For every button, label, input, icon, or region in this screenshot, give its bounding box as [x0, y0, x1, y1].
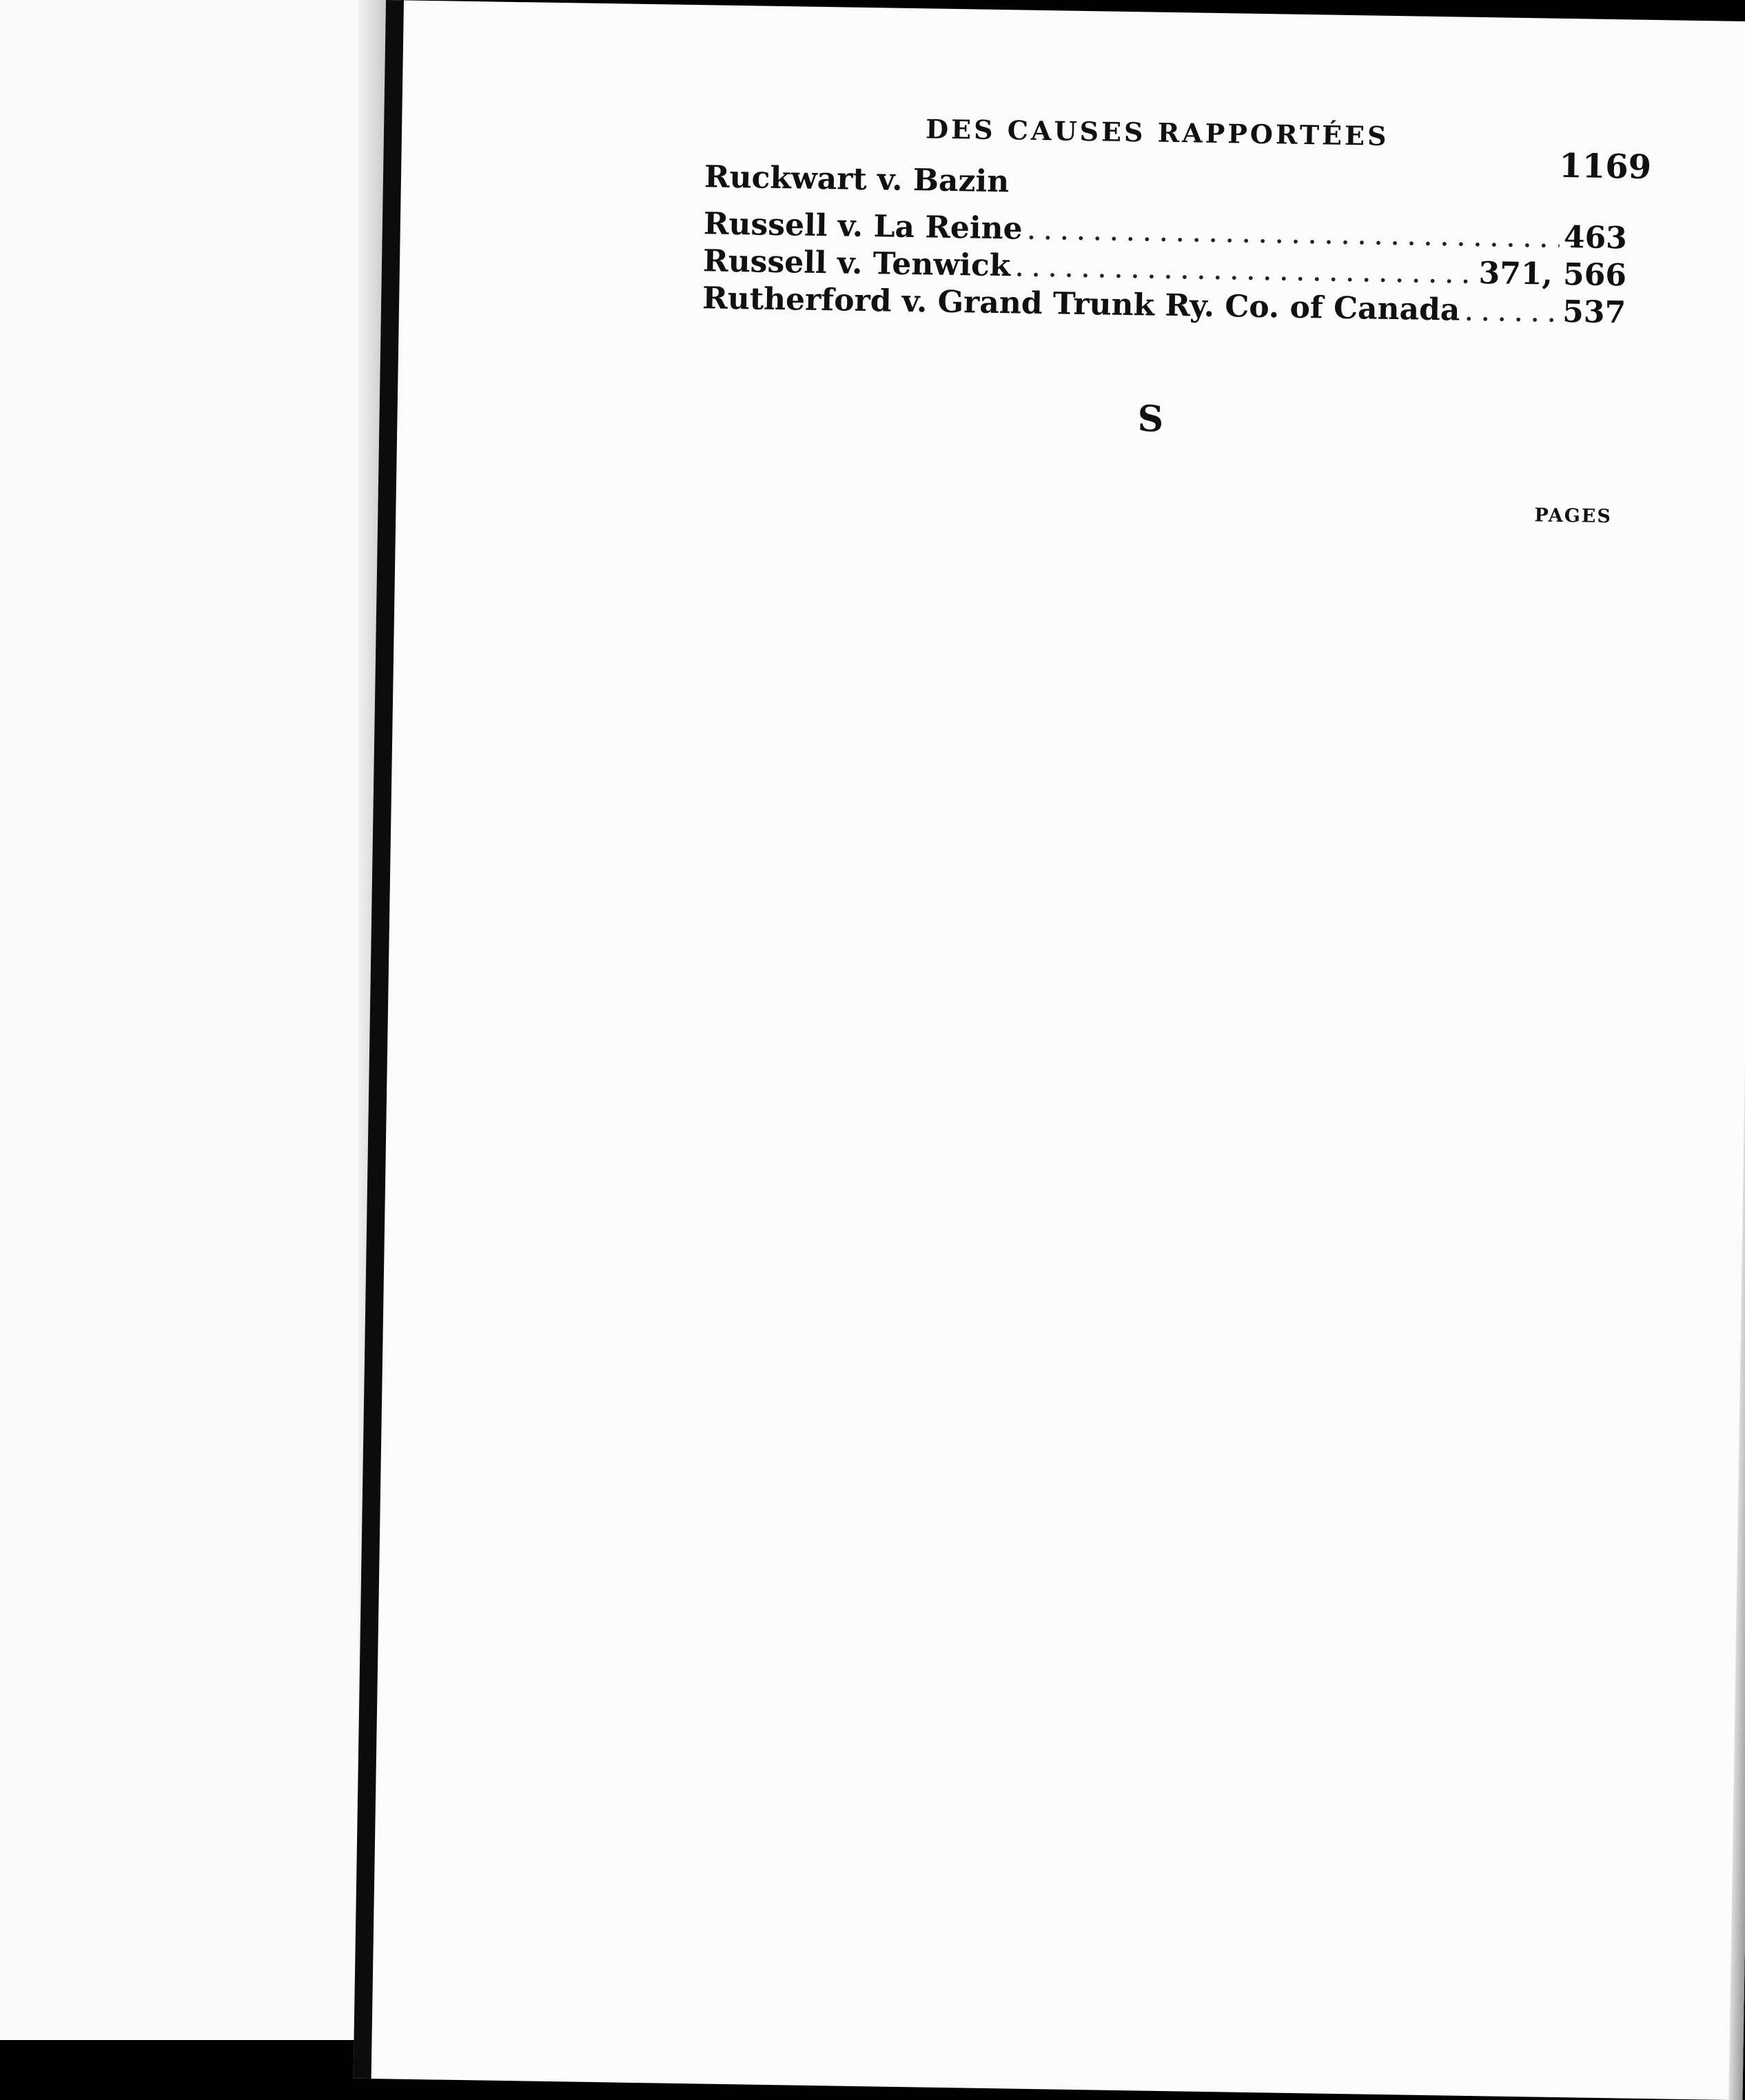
left-page-index-list	[0, 0, 400, 2040]
page-references: 463	[1563, 219, 1628, 256]
pages-column-label: PAGES	[1534, 504, 1613, 528]
page-references: 371, 566	[1478, 255, 1627, 294]
section-letter-heading: S	[1137, 398, 1164, 440]
page-references: 537	[1562, 294, 1626, 331]
case-name: Russell v. Tenwick	[702, 243, 1011, 284]
running-head: DES CAUSES RAPPORTÉES	[925, 113, 1389, 152]
left-page	[0, 0, 400, 2040]
case-name: Rutherford v. Grand Trunk Ry. Co. of Canada	[702, 281, 1460, 328]
s-section-entries	[371, 0, 1745, 2100]
case-name: Russell v. La Reine	[703, 206, 1023, 247]
right-page	[354, 0, 1745, 2100]
page-number: 1169	[1558, 146, 1652, 187]
case-name: Ruckwart v. Bazin	[704, 159, 1010, 200]
